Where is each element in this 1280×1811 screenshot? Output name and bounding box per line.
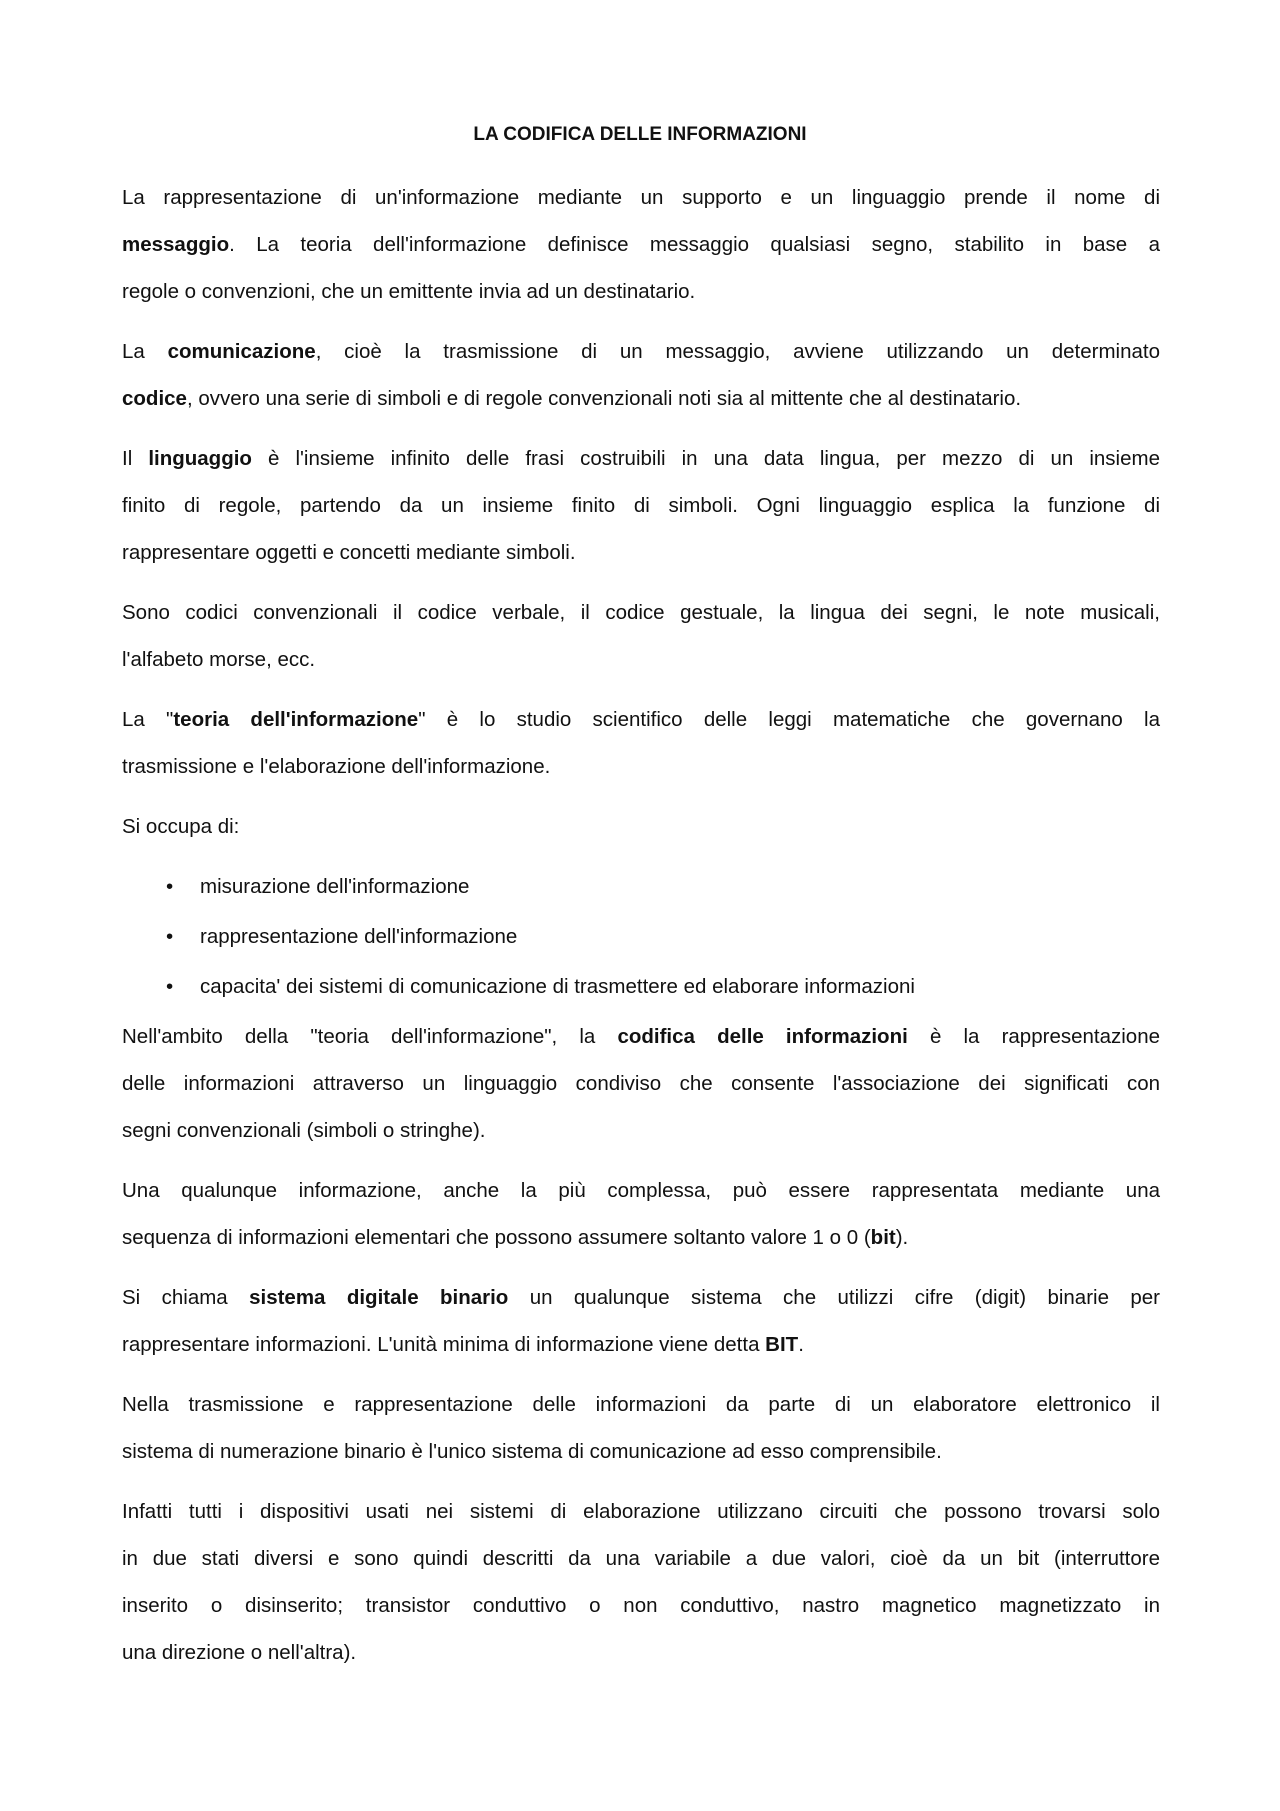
- paragraph: [122, 1488, 1160, 1676]
- text-line: [122, 696, 1160, 743]
- text-span: Una qualunque informazione, anche la più complessa, può essere rappresentata mediante una: [122, 1179, 1160, 1202]
- text-span: in due stati diversi e sono quindi descritti da una variabile a due valori, cioè da un bit (interruttore: [122, 1547, 1160, 1570]
- text-span: Nell'ambito della "teoria dell'informazione", la: [122, 1025, 618, 1048]
- text-line: [122, 1582, 1160, 1629]
- text-span: rappresentare oggetti e concetti mediante simboli.: [122, 541, 576, 564]
- text-span: ).: [895, 1226, 909, 1249]
- text-span: , cioè la trasmissione di un messaggio, avviene utilizzando un determinato: [315, 340, 1161, 363]
- bold-term: codice: [122, 387, 187, 410]
- text-span: La: [122, 340, 168, 363]
- paragraph: [122, 1274, 1160, 1368]
- bullet-icon: •: [166, 925, 174, 948]
- bullet-list: [122, 863, 1160, 1013]
- text-span: Il: [122, 447, 149, 470]
- paragraph: [122, 328, 1160, 422]
- paragraph: [122, 1013, 1160, 1154]
- text-line: [122, 1013, 1160, 1060]
- text-span: La rappresentazione di un'informazione mediante un supporto e un linguaggio prende il nome di: [122, 186, 1160, 209]
- text-line: [122, 375, 1160, 422]
- document-title: LA CODIFICA DELLE INFORMAZIONI: [473, 124, 807, 145]
- text-span: Si occupa di:: [122, 815, 240, 838]
- text-span: inserito o disinserito; transistor conduttivo o non conduttivo, nastro magnetico magnetizzato in: [122, 1594, 1160, 1617]
- bold-term: codifica delle informazioni: [617, 1025, 908, 1048]
- paragraph: [122, 174, 1160, 315]
- list-item: [122, 963, 1160, 1013]
- bold-term: teoria dell'informazione: [173, 708, 419, 731]
- text-span: regole o convenzioni, che un emittente invia ad un destinatario.: [122, 280, 696, 303]
- text-span: " è lo studio scientifico delle leggi matematiche che governano la: [418, 708, 1160, 731]
- bold-term: BIT: [765, 1333, 799, 1356]
- text-line: [122, 435, 1160, 482]
- paragraphs-after-list: [122, 1013, 1160, 1676]
- paragraph: [122, 589, 1160, 683]
- text-span: finito di regole, partendo da un insieme finito di simboli. Ogni linguaggio esplica la funzione di: [122, 494, 1160, 517]
- text-line: [122, 1381, 1160, 1428]
- text-line: [122, 1488, 1160, 1535]
- text-line: [122, 1107, 1160, 1154]
- text-span: La ": [122, 708, 174, 731]
- text-span: trasmissione e l'elaborazione dell'informazione.: [122, 755, 551, 778]
- paragraph: [122, 1167, 1160, 1261]
- paragraphs-before-list: [122, 174, 1160, 850]
- text-line: [122, 1060, 1160, 1107]
- text-span: sequenza di informazioni elementari che possono assumere soltanto valore 1 o 0 (: [122, 1226, 871, 1249]
- document-body: [122, 174, 1160, 1689]
- text-span: .: [798, 1333, 804, 1356]
- paragraph: [122, 696, 1160, 790]
- paragraph: [122, 435, 1160, 576]
- bold-term: linguaggio: [148, 447, 252, 470]
- text-line: [122, 1214, 1160, 1261]
- bold-term: messaggio: [122, 233, 230, 256]
- text-span: Si chiama: [122, 1286, 250, 1309]
- text-span: Sono codici convenzionali il codice verbale, il codice gestuale, la lingua dei segni, le note musicali,: [122, 601, 1160, 624]
- bullet-icon: •: [166, 875, 174, 898]
- bold-term: comunicazione: [167, 340, 316, 363]
- text-span: rappresentare informazioni. L'unità minima di informazione viene detta: [122, 1333, 766, 1356]
- text-span: una direzione o nell'altra).: [122, 1641, 357, 1664]
- text-line: [122, 529, 1160, 576]
- text-line: [122, 1535, 1160, 1582]
- text-line: [122, 221, 1160, 268]
- text-line: [122, 803, 1160, 850]
- text-span: segni convenzionali (simboli o stringhe).: [122, 1119, 486, 1142]
- text-span: sistema di numerazione binario è l'unico sistema di comunicazione ad esso comprensibile.: [122, 1440, 942, 1463]
- text-span: è la rappresentazione: [907, 1025, 1160, 1048]
- list-item-text: misurazione dell'informazione: [200, 875, 470, 898]
- text-span: un qualunque sistema che utilizzi cifre (digit) binarie per: [508, 1286, 1161, 1309]
- bullet-icon: •: [166, 975, 174, 998]
- text-line: [122, 482, 1160, 529]
- text-span: Nella trasmissione e rappresentazione delle informazioni da parte di un elaboratore elettronico il: [122, 1393, 1160, 1416]
- text-span: . La teoria dell'informazione definisce messaggio qualsiasi segno, stabilito in base a: [229, 233, 1160, 256]
- list-item-text: rappresentazione dell'informazione: [200, 925, 518, 948]
- text-line: [122, 1167, 1160, 1214]
- text-line: [122, 174, 1160, 221]
- text-line: [122, 636, 1160, 683]
- text-line: [122, 589, 1160, 636]
- list-item: [122, 913, 1160, 963]
- text-line: [122, 1274, 1160, 1321]
- text-line: [122, 743, 1160, 790]
- text-span: delle informazioni attraverso un linguaggio condiviso che consente l'associazione dei significati con: [122, 1072, 1160, 1095]
- paragraph: [122, 803, 1160, 850]
- list-item: [122, 863, 1160, 913]
- text-span: Infatti tutti i dispositivi usati nei sistemi di elaborazione utilizzano circuiti che possono trovarsi solo: [122, 1500, 1160, 1523]
- paragraph: [122, 1381, 1160, 1475]
- text-span: è l'insieme infinito delle frasi costruibili in una data lingua, per mezzo di un insieme: [251, 447, 1160, 470]
- text-span: , ovvero una serie di simboli e di regole convenzionali noti sia al mittente che al destinatario.: [186, 387, 1022, 410]
- text-line: [122, 1428, 1160, 1475]
- list-item-text: capacita' dei sistemi di comunicazione di trasmettere ed elaborare informazioni: [200, 975, 915, 998]
- text-line: [122, 328, 1160, 375]
- text-span: l'alfabeto morse, ecc.: [122, 648, 316, 671]
- bold-term: sistema digitale binario: [249, 1286, 509, 1309]
- bold-term: bit: [870, 1226, 896, 1249]
- text-line: [122, 1321, 1160, 1368]
- text-line: [122, 268, 1160, 315]
- text-line: [122, 1629, 1160, 1676]
